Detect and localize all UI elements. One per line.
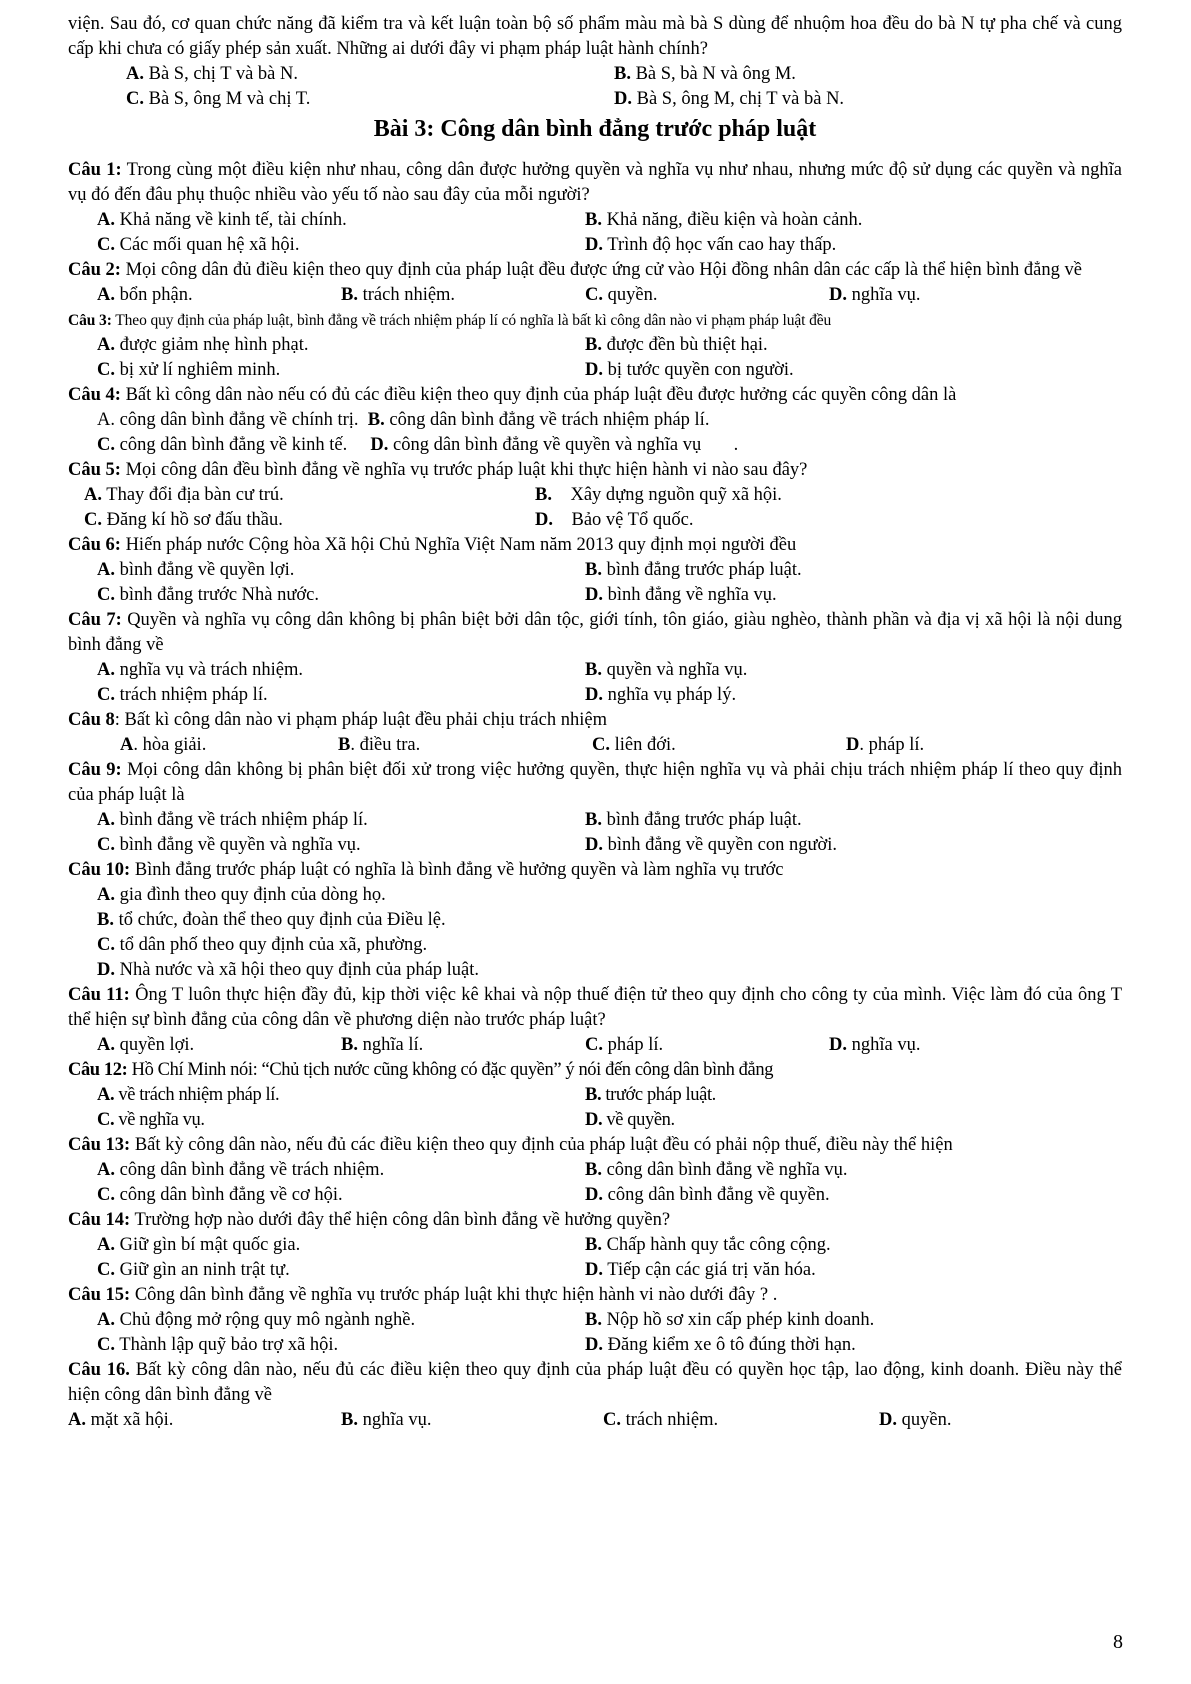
q4-option-a: A. công dân bình đẳng về chính trị. — [97, 410, 359, 430]
q2-option-b: B. trách nhiệm. — [341, 285, 456, 305]
intro-question-continuation: viện. Sau đó, cơ quan chức năng đã kiểm tra và kết luận toàn bộ số phẩm màu mà bà S dùng để nhuộm hoa đều do bà N tự pha chế và cung cấp khi chưa có giấy phép sản xuất. Những ai dưới đây vi phạm pháp luật hành chính? — [68, 14, 1122, 59]
q1-option-d: D. Trình độ học vấn cao hay thấp. — [585, 235, 837, 255]
q13-option-b: B. công dân bình đẳng về nghĩa vụ. — [585, 1160, 848, 1180]
q10-option-c: C. tổ dân phố theo quy định của xã, phường. — [97, 935, 428, 955]
q12-option-c: C. về nghĩa vụ. — [97, 1110, 205, 1130]
q11-option-c: C. pháp lí. — [585, 1035, 664, 1055]
q13-option-c: C. công dân bình đẳng về cơ hội. — [97, 1185, 343, 1205]
option-a: A. Bà S, chị T và bà N. — [126, 64, 298, 84]
q8-option-c: C. liên đới. — [592, 735, 676, 755]
q1-option-c: C. Các mối quan hệ xã hội. — [97, 235, 300, 255]
q11-option-d: D. nghĩa vụ. — [829, 1035, 921, 1055]
document-page — [68, 12, 1122, 1433]
q10-option-d: D. Nhà nước và xã hội theo quy định của pháp luật. — [97, 960, 480, 980]
q4-option-c: C. công dân bình đẳng về kinh tế. — [97, 435, 348, 455]
q11-option-a: A. quyền lợi. — [97, 1035, 195, 1055]
q12-option-b: B. trước pháp luật. — [585, 1085, 716, 1105]
q6-option-c: C. bình đẳng trước Nhà nước. — [97, 585, 320, 605]
q8-option-d: D. pháp lí. — [846, 735, 925, 755]
q7-option-b: B. quyền và nghĩa vụ. — [585, 660, 748, 680]
q14-option-b: B. Chấp hành quy tắc công cộng. — [585, 1235, 831, 1255]
question-11: Câu 11: Ông T luôn thực hiện đầy đủ, kịp thời việc kê khai và nộp thuế điện tử theo quy định cho công ty của mình. Việc làm đó của ông T thể hiện sự bình đẳng của công dân về phương diện nào trước pháp luật? — [68, 985, 1123, 1030]
q15-option-a: A. Chủ động mở rộng quy mô ngành nghề. — [97, 1310, 416, 1330]
question-13: Câu 13: Bất kỳ công dân nào, nếu đủ các điều kiện theo quy định của pháp luật đều có phải nộp thuế, điều này thể hiện — [68, 1135, 953, 1155]
q14-option-c: C. Giữ gìn an ninh trật tự. — [97, 1260, 290, 1280]
q6-option-a: A. bình đẳng về quyền lợi. — [97, 560, 295, 580]
question-3: Câu 3: Theo quy định của pháp luật, bình đẳng về trách nhiệm pháp lí có nghĩa là bất kì công dân nào vi phạm pháp luật đều — [68, 312, 832, 329]
question-15: Câu 15: Công dân bình đẳng về nghĩa vụ trước pháp luật khi thực hiện hành vi nào dưới đây ? . — [68, 1285, 778, 1305]
q16-option-a: A. mặt xã hội. — [68, 1410, 174, 1430]
q14-option-a: A. Giữ gìn bí mật quốc gia. — [97, 1235, 301, 1255]
q8-option-b: B. điều tra. — [338, 735, 421, 755]
q12-option-a: A. về trách nhiệm pháp lí. — [97, 1085, 280, 1105]
q7-option-a: A. nghĩa vụ và trách nhiệm. — [97, 660, 304, 680]
q6-option-b: B. bình đẳng trước pháp luật. — [585, 560, 802, 580]
q5-option-b: B. Xây dựng nguồn quỹ xã hội. — [535, 485, 782, 505]
q4-option-d: D. công dân bình đẳng về quyền và nghĩa vụ — [370, 435, 702, 455]
question-14: Câu 14: Trường hợp nào dưới đây thể hiện công dân bình đẳng về hưởng quyền? — [68, 1210, 671, 1230]
q8-option-a: A. hòa giải. — [120, 735, 207, 755]
question-7: Câu 7: Quyền và nghĩa vụ công dân không bị phân biệt bởi dân tộc, giới tính, tôn giáo, giàu nghèo, thành phần và địa vị xã hội là nội dung bình đẳng về — [68, 610, 1122, 655]
option-d: D. Bà S, ông M, chị T và bà N. — [614, 89, 845, 109]
q7-option-d: D. nghĩa vụ pháp lý. — [585, 685, 737, 705]
q1-option-b: B. Khả năng, điều kiện và hoàn cảnh. — [585, 210, 863, 230]
question-9: Câu 9: Mọi công dân không bị phân biệt đối xử trong việc hưởng quyền, thực hiện nghĩa vụ và phải chịu trách nhiệm pháp lí theo quy định của pháp luật là — [68, 760, 1123, 805]
q16-option-d: D. quyền. — [879, 1410, 952, 1430]
question-8: Câu 8: Bất kì công dân nào vi phạm pháp luật đều phải chịu trách nhiệm — [68, 710, 607, 730]
question-16: Câu 16. Bất kỳ công dân nào, nếu đủ các điều kiện theo quy định của pháp luật đều có quyền học tập, lao động, kinh doanh. Điều này thể hiện công dân bình đẳng về — [68, 1360, 1123, 1405]
q9-option-c: C. bình đẳng về quyền và nghĩa vụ. — [97, 835, 361, 855]
q12-option-d: D. về quyền. — [585, 1110, 675, 1130]
q5-option-a: A. Thay đổi địa bàn cư trú. — [84, 485, 284, 505]
q13-option-d: D. công dân bình đẳng về quyền. — [585, 1185, 830, 1205]
q4-options-row-2: C. công dân bình đẳng về kinh tế. D. công dân bình đẳng về quyền và nghĩa vụ . — [97, 435, 739, 455]
q15-option-d: D. Đăng kiểm xe ô tô đúng thời hạn. — [585, 1335, 856, 1355]
q9-option-a: A. bình đẳng về trách nhiệm pháp lí. — [97, 810, 368, 830]
q16-option-b: B. nghĩa vụ. — [341, 1410, 432, 1430]
question-10: Câu 10: Bình đẳng trước pháp luật có nghĩa là bình đẳng về hưởng quyền và làm nghĩa vụ trước — [68, 860, 784, 880]
lesson-title: Bài 3: Công dân bình đẳng trước pháp luật — [373, 116, 817, 142]
q4-options-row-1 — [97, 408, 1122, 433]
q3-option-a: A. được giảm nhẹ hình phạt. — [97, 335, 309, 355]
intro-options — [126, 62, 1122, 112]
q1-option-a: A. Khả năng về kinh tế, tài chính. — [97, 210, 347, 230]
q10-option-a: A. gia đình theo quy định của dòng họ. — [97, 885, 386, 905]
q15-option-c: C. Thành lập quỹ bảo trợ xã hội. — [97, 1335, 339, 1355]
q5-option-d: D. Bảo vệ Tổ quốc. — [535, 510, 694, 530]
q11-option-b: B. nghĩa lí. — [341, 1035, 424, 1055]
question-2: Câu 2: Mọi công dân đủ điều kiện theo quy định của pháp luật đều được ứng cử vào Hội đồng nhân dân các cấp là thể hiện bình đẳng về — [68, 260, 1082, 280]
q3-option-b: B. được đền bù thiệt hại. — [585, 335, 768, 355]
question-1: Câu 1: Trong cùng một điều kiện như nhau, công dân được hưởng quyền và nghĩa vụ như nhau, nhưng mức độ sử dụng các quyền và nghĩa vụ đó đến đâu phụ thuộc nhiều vào yếu tố nào sau đây của mỗi người? — [68, 160, 1123, 205]
question-5: Câu 5: Mọi công dân đều bình đẳng về nghĩa vụ trước pháp luật khi thực hiện hành vi nào sau đây? — [68, 460, 808, 480]
q15-option-b: B. Nộp hồ sơ xin cấp phép kinh doanh. — [585, 1310, 875, 1330]
q4-option-b: B. công dân bình đẳng về trách nhiệm pháp lí. — [367, 410, 710, 430]
option-c: C. Bà S, ông M và chị T. — [126, 89, 311, 109]
q5-option-c: C. Đăng kí hồ sơ đấu thầu. — [84, 510, 283, 530]
page-number: 8 — [1113, 1631, 1123, 1653]
q3-option-d: D. bị tước quyền con người. — [585, 360, 794, 380]
q2-option-c: C. quyền. — [585, 285, 658, 305]
q2-option-a: A. bổn phận. — [97, 285, 193, 305]
q10-option-b: B. tổ chức, đoàn thể theo quy định của Điều lệ. — [97, 910, 446, 930]
question-12: Câu 12: Hồ Chí Minh nói: “Chủ tịch nước cũng không có đặc quyền” ý nói đến công dân bình đẳng — [68, 1060, 774, 1080]
q9-option-b: B. bình đẳng trước pháp luật. — [585, 810, 802, 830]
question-6: Câu 6: Hiến pháp nước Cộng hòa Xã hội Chủ Nghĩa Việt Nam năm 2013 quy định mọi người đều — [68, 535, 797, 555]
q16-option-c: C. trách nhiệm. — [603, 1410, 719, 1430]
q2-option-d: D. nghĩa vụ. — [829, 285, 921, 305]
q7-option-c: C. trách nhiệm pháp lí. — [97, 685, 268, 705]
q14-option-d: D. Tiếp cận các giá trị văn hóa. — [585, 1260, 816, 1280]
q9-option-d: D. bình đẳng về quyền con người. — [585, 835, 838, 855]
q3-option-c: C. bị xử lí nghiêm minh. — [97, 360, 281, 380]
question-4: Câu 4: Bất kì công dân nào nếu có đủ các điều kiện theo quy định của pháp luật đều được hưởng các quyền công dân là — [68, 385, 957, 405]
q13-option-a: A. công dân bình đẳng về trách nhiệm. — [97, 1160, 385, 1180]
option-b: B. Bà S, bà N và ông M. — [614, 64, 796, 84]
q6-option-d: D. bình đẳng về nghĩa vụ. — [585, 585, 777, 605]
